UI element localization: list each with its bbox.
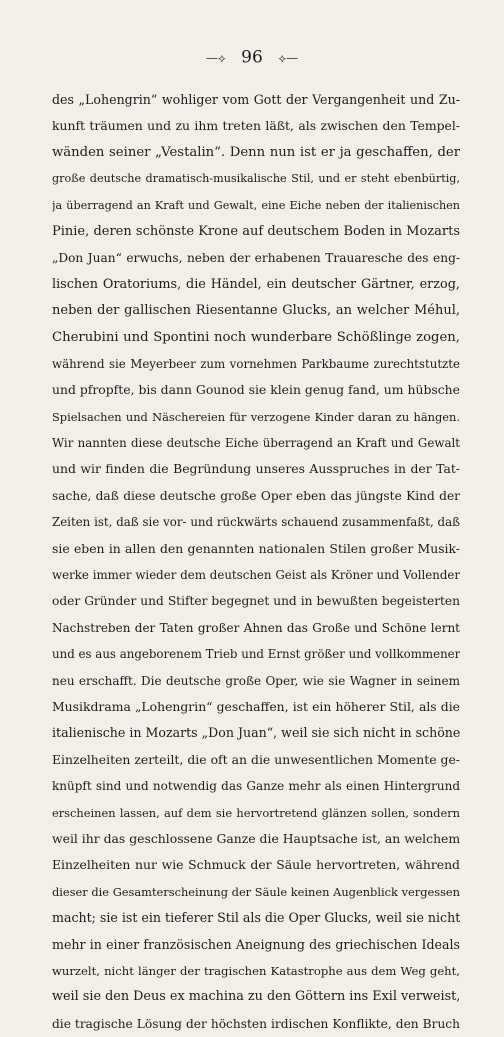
text-line: ja überragend an Kraft und Gewalt, eine Eiche neben der italienischen bbox=[52, 198, 460, 212]
text-line: sache, daß diese deutsche große Oper eben das jüngste Kind der bbox=[52, 488, 460, 503]
text-line: macht; sie ist ein tieferer Stil als die Oper Glucks, weil sie nicht bbox=[52, 910, 460, 926]
text-line: die tragische Lösung der höchsten irdischen Konflikte, den Bruch bbox=[52, 1016, 460, 1031]
text-line: sie eben in allen den genannten nationalen Stilen großer Musik- bbox=[52, 540, 460, 556]
text-line: Nachstreben der Taten großer Ahnen das Große und Schöne lernt bbox=[52, 620, 460, 635]
text-line: Pinie, deren schönste Krone auf deutschem Boden in Mozarts bbox=[52, 223, 460, 239]
text-line: Spielsachen und Näschereien für verzogene Kinder daran zu hängen. bbox=[52, 409, 460, 424]
ornament-right-icon: ⟡— bbox=[278, 50, 299, 65]
text-line: mehr in einer französischen Aneignung des griechischen Ideals bbox=[52, 936, 460, 952]
text-line: erscheinen lassen, auf dem sie hervortretend glänzen sollen, sondern bbox=[52, 805, 460, 820]
text-line: „Don Juan“ erwuchs, neben der erhabenen Trauaresche des eng- bbox=[52, 251, 460, 266]
page-number: 96 bbox=[241, 47, 263, 68]
text-line: und es aus angeborenem Trieb und Ernst größer und vollkommener bbox=[52, 647, 460, 662]
text-line: große deutsche dramatisch-musikalische Stil, und er steht ebenbürtig, bbox=[52, 172, 460, 186]
text-line: oder Gründer und Stifter begegnet und in bewußten begeisterten bbox=[52, 594, 460, 609]
text-line: Wir nannten diese deutsche Eiche überragend an Kraft und Gewalt bbox=[52, 436, 460, 451]
text-line: dieser die Gesamterscheinung der Säule keinen Augenblick vergessen bbox=[52, 884, 460, 899]
page-header bbox=[0, 46, 504, 68]
text-line: wänden seiner „Vestalin“. Denn nun ist er ja geschaffen, der bbox=[52, 144, 460, 160]
text-line: wurzelt, nicht länger der tragischen Katastrophe aus dem Weg geht, bbox=[52, 963, 460, 978]
text-line: und wir finden die Begründung unseres Ausspruches in der Tat- bbox=[52, 461, 460, 477]
text-line: des „Lohengrin“ wohliger vom Gott der Vergangenheit und Zu- bbox=[52, 92, 460, 107]
text-line: italienische in Mozarts „Don Juan“, weil sie sich nicht in schöne bbox=[52, 725, 460, 741]
text-line: weil ihr das geschlossene Ganze die Hauptsache ist, an welchem bbox=[52, 830, 460, 846]
body-text bbox=[52, 87, 460, 1037]
text-line: Musikdrama „Lohengrin“ geschaffen, ist ein höherer Stil, als die bbox=[52, 698, 460, 714]
text-line: knüpft sind und notwendig das Ganze mehr als einen Hintergrund bbox=[52, 779, 460, 794]
text-line: Einzelheiten nur wie Schmuck der Säule hervortreten, während bbox=[52, 857, 460, 873]
text-line: neben der gallischen Riesentanne Glucks, an welcher Méhul, bbox=[52, 303, 460, 319]
text-line: weil sie den Deus ex machina zu den Göttern ins Exil verweist, bbox=[52, 989, 460, 1005]
text-line: und pfropfte, bis dann Gounod sie klein genug fand, um hübsche bbox=[52, 382, 460, 398]
text-line: neu erschafft. Die deutsche große Oper, wie sie Wagner in seinem bbox=[52, 673, 460, 688]
text-line: kunft träumen und zu ihm treten läßt, als zwischen den Tempel- bbox=[52, 118, 460, 134]
text-line: werke immer wieder dem deutschen Geist als Kröner und Vollender bbox=[52, 568, 460, 583]
text-line: lischen Oratoriums, die Händel, ein deutscher Gärtner, erzog, bbox=[52, 276, 460, 292]
text-line: während sie Meyerbeer zum vornehmen Parkbaume zurechtstutzte bbox=[52, 356, 460, 371]
ornament-left-icon: —⟡ bbox=[205, 50, 226, 65]
text-line: Cherubini und Spontini noch wunderbare Schößlinge zogen, bbox=[52, 329, 460, 345]
text-line: Zeiten ist, daß sie vor- und rückwärts schauend zusammenfaßt, daß bbox=[52, 515, 460, 530]
text-line: Einzelheiten zerteilt, die oft an die unwesentlichen Momente ge- bbox=[52, 751, 460, 767]
